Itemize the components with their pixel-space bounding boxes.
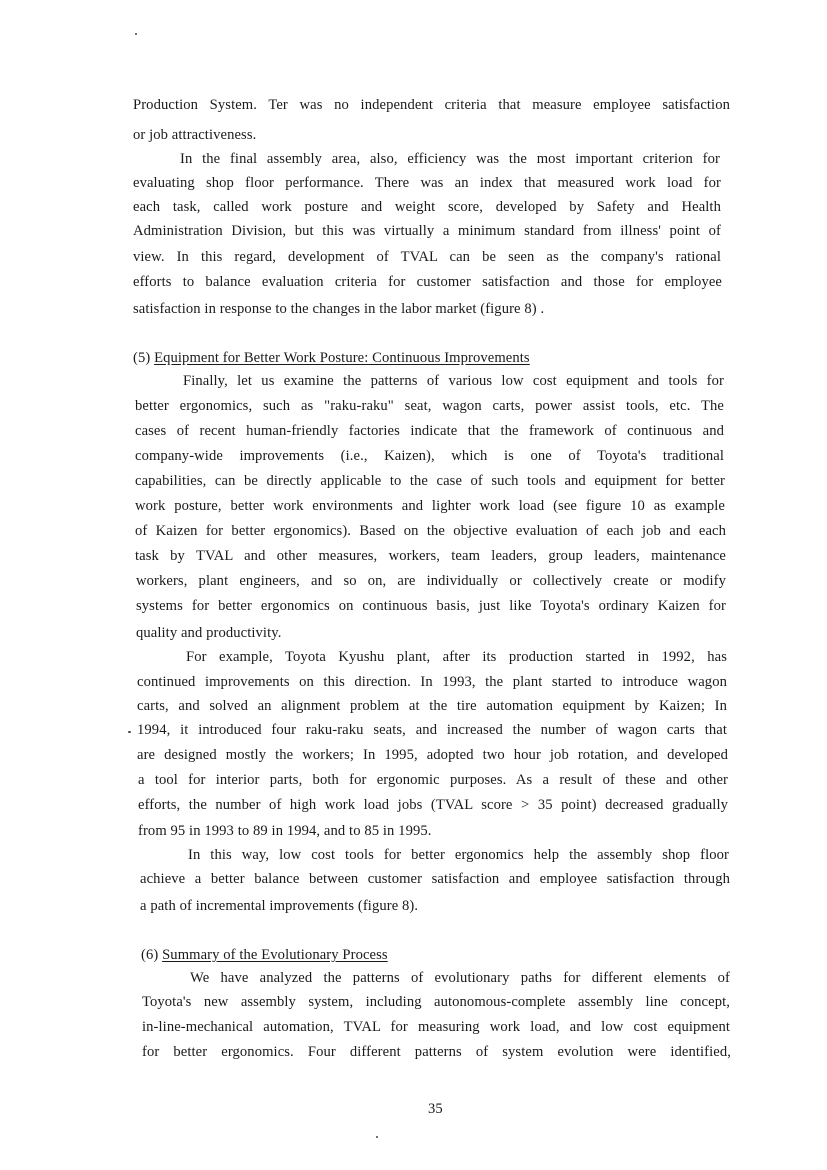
- text-line: Toyota's new assembly system, including autonomous-complete assembly line concept,: [142, 994, 730, 1010]
- text-line: for better ergonomics. Four different patterns of system evolution were identified,: [142, 1044, 731, 1060]
- text-line: each task, called work posture and weight score, developed by Safety and Health: [133, 199, 721, 215]
- text-line: capabilities, can be directly applicable to the case of such tools and equipment for better: [135, 473, 725, 489]
- text-line: In this way, low cost tools for better ergonomics help the assembly shop floor: [188, 847, 729, 863]
- text-line: from 95 in 1993 to 89 in 1994, and to 85 in 1995.: [138, 823, 432, 839]
- text-line: workers, plant engineers, and so on, are individually or collectively create or modify: [136, 573, 726, 589]
- section-number: (5): [133, 350, 151, 366]
- text-line: better ergonomics, such as "raku-raku" seat, wagon carts, power assist tools, etc. The: [135, 398, 724, 414]
- text-line: continued improvements on this direction. In 1993, the plant started to introduce wagon: [137, 674, 727, 690]
- text-line: In the final assembly area, also, efficiency was the most important criterion for: [180, 151, 720, 167]
- text-line: in-line-mechanical automation, TVAL for measuring work load, and low cost equipment: [142, 1019, 730, 1035]
- text-line: a path of incremental improvements (figure 8).: [140, 898, 419, 914]
- text-line: quality and productivity.: [136, 625, 282, 641]
- text-line: company-wide improvements (i.e., Kaizen), which is one of Toyota's traditional: [135, 448, 724, 464]
- section-title: Summary of the Evolutionary Process: [162, 947, 388, 963]
- text-line: view. In this regard, development of TVAL can be seen as the company's rational: [133, 249, 721, 265]
- text-line: Administration Division, but this was virtually a minimum standard from illness' point of: [133, 223, 721, 239]
- scan-speck: [376, 1136, 378, 1138]
- text-line: evaluating shop floor performance. There was an index that measured work load for: [133, 175, 721, 191]
- text-line: achieve a better balance between customer satisfaction and employee satisfaction through: [140, 871, 730, 887]
- section-title: Equipment for Better Work Posture: Continuous Improvements: [154, 350, 530, 366]
- text-line: Finally, let us examine the patterns of various low cost equipment and tools for: [183, 373, 724, 389]
- section-number: (6): [141, 947, 159, 963]
- page-number: 35: [428, 1101, 443, 1117]
- text-line: task by TVAL and other measures, workers, team leaders, group leaders, maintenance: [135, 548, 726, 564]
- scan-speck: [128, 731, 131, 733]
- text-line: 1994, it introduced four raku-raku seats, and increased the number of wagon carts that: [137, 722, 727, 738]
- text-line: satisfaction in response to the changes in the labor market (figure 8) .: [133, 301, 545, 317]
- text-line: Production System. Ter was no independent criteria that measure employee satisfaction: [133, 97, 730, 113]
- text-line: systems for better ergonomics on continuous basis, just like Toyota's ordinary Kaizen for: [136, 598, 726, 614]
- text-line: are designed mostly the workers; In 1995, adopted two hour job rotation, and developed: [137, 747, 728, 763]
- text-line: work posture, better work environments and lighter work load (see figure 10 as example: [135, 498, 725, 514]
- section-heading: [133, 349, 530, 367]
- text-line: or job attractiveness.: [133, 127, 257, 143]
- section-heading: [141, 946, 388, 964]
- scan-speck: [135, 33, 137, 35]
- text-line: We have analyzed the patterns of evolutionary paths for different elements of: [190, 970, 730, 986]
- text-line: a tool for interior parts, both for ergonomic purposes. As a result of these and other: [138, 772, 728, 788]
- text-line: efforts to balance evaluation criteria for customer satisfaction and those for employee: [133, 274, 722, 290]
- text-line: of Kaizen for better ergonomics). Based on the objective evaluation of each job and each: [135, 523, 726, 539]
- text-line: cases of recent human-friendly factories indicate that the framework of continuous and: [135, 423, 724, 439]
- text-line: carts, and solved an alignment problem at the tire automation equipment by Kaizen; In: [137, 698, 727, 714]
- text-line: For example, Toyota Kyushu plant, after its production started in 1992, has: [186, 649, 727, 665]
- text-line: efforts, the number of high work load jobs (TVAL score > 35 point) decreased gradually: [138, 797, 728, 813]
